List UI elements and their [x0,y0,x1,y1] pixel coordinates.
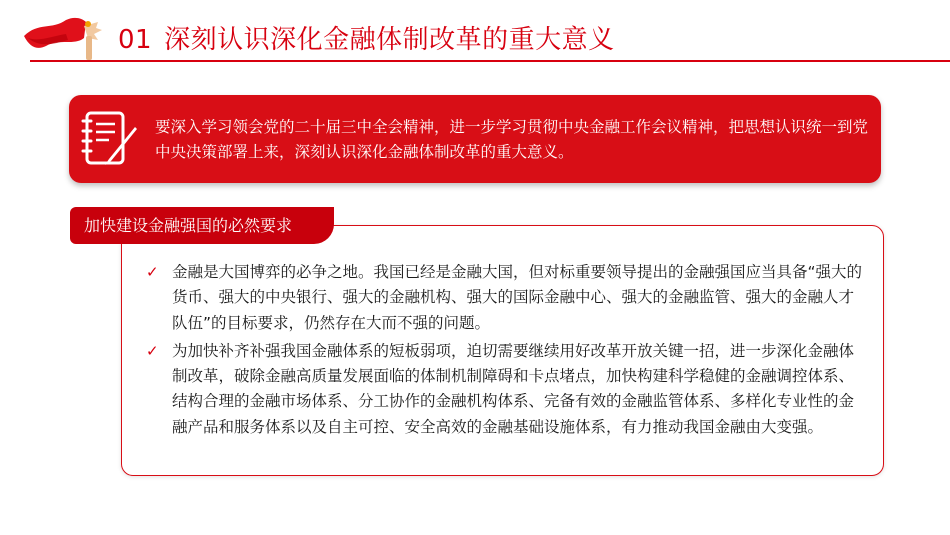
list-item [146,339,866,440]
section-number: 01 [118,25,153,55]
page-title [118,19,615,56]
bullet-text: 为加快补齐补强我国金融体系的短板弱项，迫切需要继续用好改革开放关键一招，进一步深化金融体制改革，破除金融高质量发展面临的体制机制障碍和卡点堵点，加快构建科学稳健的金融调控体系、结构合理的金融市场体系、分工协作的金融机构体系、完备有效的金融监管体系、多样化专业性的金融产品和服务体系以及自主可控、安全高效的金融基础设施体系，有力推动我国金融由大变强。 [172,341,855,436]
title-text: 深刻认识深化金融体制改革的重大意义 [164,25,615,55]
check-icon: ✓ [146,263,159,281]
red-flag-torch-icon [22,12,104,62]
bullet-list [146,260,866,443]
intro-banner [69,95,881,183]
title-divider [30,60,950,62]
list-item [146,260,866,336]
intro-text: 要深入学习领会党的二十届三中全会精神，进一步学习贯彻中央金融工作会议精神，把思想认识统一到党中央决策部署上来，深刻认识深化金融体制改革的重大意义。 [155,118,869,161]
check-icon: ✓ [146,341,159,360]
notebook-pen-icon [79,107,143,171]
content-box [121,225,884,476]
section-tag: 加快建设金融强国的必然要求 [70,207,334,244]
bullet-text: 金融是大国博弈的必争之地。我国已经是金融大国，但对标重要领导提出的金融强国应当具备“强大的货币、强大的中央银行、强大的金融机构、强大的国际金融中心、强大的金融监管、强大的金融人才队伍”的目标要求，仍然存在大而不强的问题。 [172,263,863,332]
